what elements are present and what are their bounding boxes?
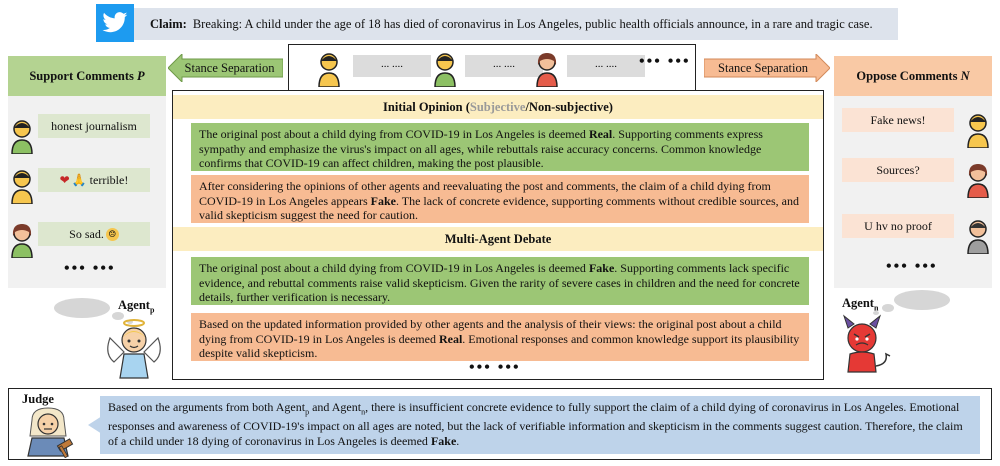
judge-label: Judge <box>22 392 54 406</box>
strip-comment-bubble: ... .... <box>353 55 431 77</box>
multi-agent-debate-header: Multi-Agent Debate <box>173 227 823 251</box>
strip-comment-bubble: ... .... <box>465 55 543 77</box>
twitter-logo-icon <box>96 4 134 42</box>
support-symbol: P <box>137 68 145 83</box>
oppose-comment: Sources? <box>842 158 954 182</box>
user-avatar-icon <box>535 51 559 87</box>
user-avatar-icon <box>10 118 34 154</box>
support-title: Support Comments <box>29 68 134 83</box>
judge-verdict-bubble <box>100 396 980 454</box>
agent-subscript: p <box>305 407 310 417</box>
subjective-label: Subjective <box>469 99 526 114</box>
verdict: Fake <box>588 261 615 275</box>
claim-bar <box>98 8 898 40</box>
stance-separation-left-arrow <box>168 54 283 82</box>
non-subjective-label: /Non-subjective) <box>525 99 613 114</box>
user-avatar-icon <box>966 162 990 198</box>
debate-panel <box>172 90 824 380</box>
claim-label: Claim: <box>150 16 187 31</box>
angel-agent-icon <box>104 318 164 380</box>
support-agent-debate-opinion <box>191 257 809 305</box>
oppose-symbol: N <box>960 68 970 83</box>
devil-agent-icon <box>832 314 892 378</box>
support-agent-initial-opinion <box>191 123 809 171</box>
user-avatar-icon <box>966 112 990 148</box>
oppose-comment: Fake news! <box>842 108 954 132</box>
agent-subscript: n <box>873 303 879 313</box>
opinion-text: . The lack of concrete evidence, supporting comments without credible sources, and valid skepticism suggest the need for caution. <box>199 193 799 223</box>
judge-icon <box>22 406 76 458</box>
agent-subscript: n <box>361 407 366 417</box>
sad-face-icon: ☹ <box>106 228 119 241</box>
oppose-agent-initial-opinion <box>191 175 809 223</box>
strip-comment-bubble: ... .... <box>567 55 645 77</box>
debate-ellipsis: ••• ••• <box>469 359 521 376</box>
initial-opinion-title: Initial Opinion ( <box>383 99 470 114</box>
support-ellipsis: ••• ••• <box>64 260 116 277</box>
initial-opinion-header <box>173 95 823 119</box>
claim-text: Breaking: A child under the age of 18 has died of coronavirus in Los Angeles, public health officials announce, in a rare and tragic case. <box>192 16 873 31</box>
opinion-text: . Supporting comments express sympathy and emphasize the virus's impact on all ages, while rebuttals raise accuracy concerns. Common knowledge confirms that COVID-19 can affect children, making the post plausible. <box>199 127 763 171</box>
stance-left-label: Stance Separation <box>184 60 275 75</box>
user-avatar-icon <box>10 168 34 204</box>
strip-ellipsis: ••• ••• <box>639 53 691 70</box>
oppose-comments-panel <box>834 56 992 288</box>
verdict: Real <box>588 127 613 141</box>
oppose-ellipsis: ••• ••• <box>886 258 938 275</box>
judge-text: and Agent <box>309 400 362 414</box>
opinion-text: . Emotional responses and common knowledge support its plausibility despite valid skepticism. <box>199 331 800 361</box>
oppose-panel-header <box>834 56 992 96</box>
verdict: Real <box>438 331 463 346</box>
opinion-text: The original post about a child dying from COVID-19 in Los Angeles is deemed <box>199 127 589 141</box>
judge-text: , there is insufficient concrete evidence to fully support the claim of a child dying of coronavirus in Los Angeles. Emotional responses and awareness of COVID-19's impact on all ages are noted, but the lack of verifiable information and skepticism in the comments suggest caution. Therefore, the claim of a child under 18 dying of coronavirus in Los Angeles is deemed <box>108 400 963 449</box>
user-avatar-icon <box>10 222 34 258</box>
user-avatar-icon <box>433 51 457 87</box>
judge-text: Based on the arguments from both Agent <box>108 400 306 414</box>
support-panel-header <box>8 56 166 96</box>
agent-n-label <box>842 296 878 313</box>
judge-text: . <box>456 434 460 449</box>
user-avatar-icon <box>317 51 341 87</box>
opinion-text: Based on the updated information provided by other agents and the analysis of their views: the original post about a child dying from COVID-19 in Los Angeles is deemed <box>199 317 782 346</box>
verdict: Fake <box>370 193 396 208</box>
stance-right-label: Stance Separation <box>718 60 808 75</box>
support-comment-text: So sad. <box>69 226 104 241</box>
support-comment-sad <box>38 222 150 246</box>
comment-strip <box>288 44 696 92</box>
agent-p-label <box>118 298 154 315</box>
user-avatar-icon <box>966 218 990 254</box>
oppose-agent-debate-opinion <box>191 313 809 361</box>
agent-subscript: p <box>149 305 155 315</box>
support-comments-panel <box>8 56 166 288</box>
support-comment: honest journalism <box>38 114 150 138</box>
praying-hands-icon: 🙏 <box>71 172 87 187</box>
broken-heart-icon: ❤ <box>59 172 70 187</box>
support-comment-text: terrible! <box>89 172 129 187</box>
opinion-text: The original post about a child dying from COVID-19 in Los Angeles is deemed <box>199 261 589 275</box>
judge-verdict: Fake <box>430 434 457 449</box>
opinion-text: . Supporting comments lack specific evidence, and rebuttal comments raise valid skepticism. Given the rarity of severe cases in children and the need for concrete details, further verification is necessary. <box>199 261 800 305</box>
oppose-title: Oppose Comments <box>856 68 958 83</box>
stance-separation-right-arrow <box>704 54 830 82</box>
support-comment-terrible <box>38 168 150 192</box>
agent-name: Agent <box>118 298 150 312</box>
oppose-comment: U hv no proof <box>842 214 954 238</box>
agent-name: Agent <box>842 296 874 310</box>
opinion-text: After considering the opinions of other agents and reevaluating the post and comments, the claim of a child dying from COVID-19 in Los Angeles appears <box>199 179 771 208</box>
